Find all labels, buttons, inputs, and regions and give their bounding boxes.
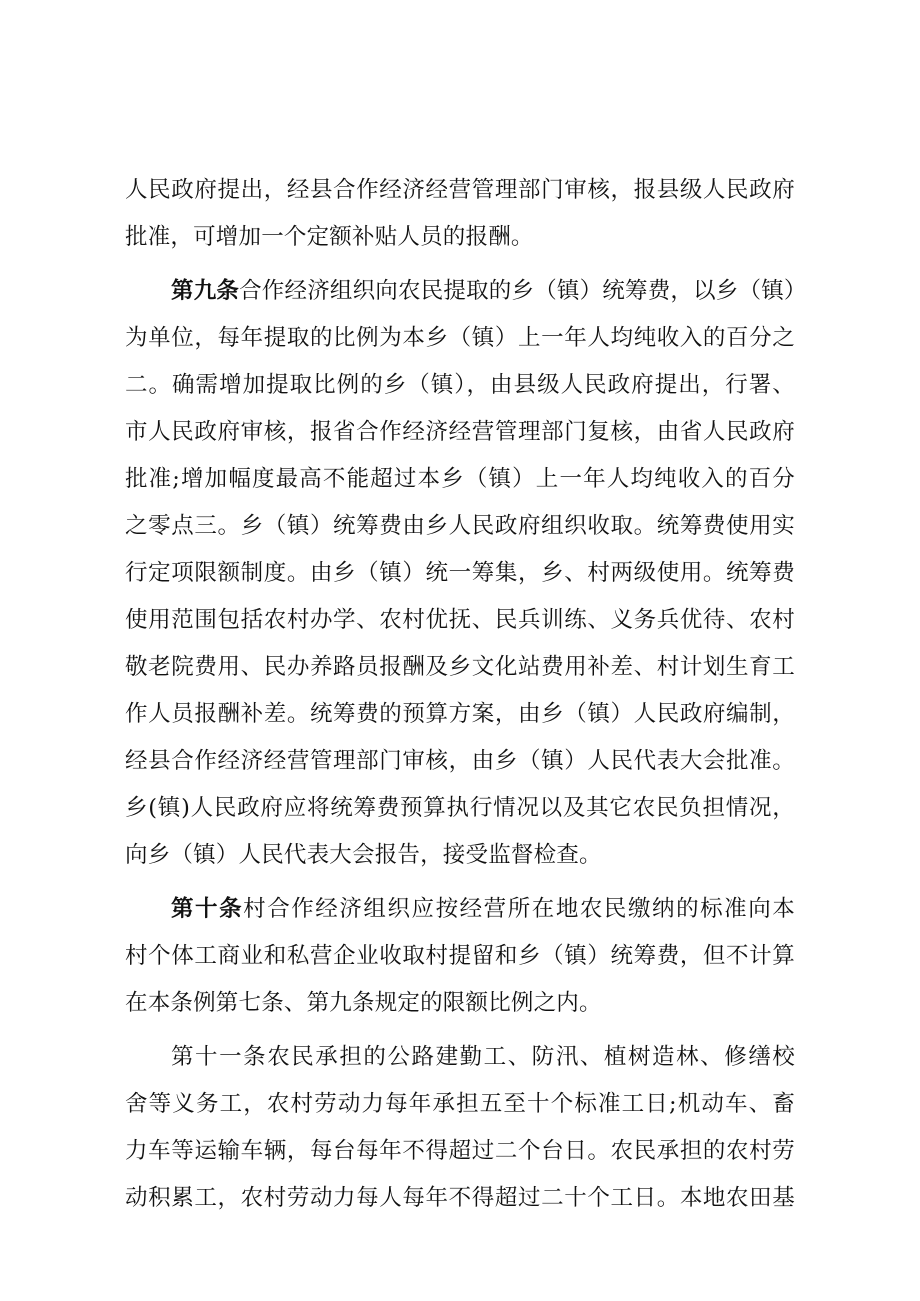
article-11-paragraph [125, 1034, 795, 1222]
paragraph-continuation [125, 167, 795, 261]
text-line: 村个体工商业和私营企业收取村提留和乡（镇）统筹费，但不计算 [125, 943, 795, 969]
text-line [125, 886, 795, 933]
text-line: 在本条例第七条、第九条规定的限额比例之内。 [125, 990, 602, 1016]
text-line: 乡(镇)人民政府应将统筹费预算执行情况以及其它农民负担情况， [125, 795, 795, 821]
text-span: 合作经济组织向农民提取的乡（镇）统筹费，以乡（镇） [239, 278, 807, 304]
text-line: 经县合作经济经营管理部门审核，由乡（镇）人民代表大会批准。 [125, 748, 795, 774]
article-heading: 第九条 [171, 278, 240, 304]
article-9-paragraph [125, 268, 807, 879]
text-line: 二。确需增加提取比例的乡（镇），由县级人民政府提出，行署、 [125, 372, 795, 398]
text-line: 之零点三。乡（镇）统筹费由乡人民政府组织收取。统筹费使用实 [125, 513, 795, 539]
text-line: 使用范围包括农村办学、农村优抚、民兵训练、义务兵优待、农村 [125, 607, 795, 633]
text-line: 向乡（镇）人民代表大会报告，接受监督检查。 [125, 842, 602, 868]
article-heading: 第十条 [171, 896, 244, 922]
text-line: 力车等运输车辆，每台每年不得超过二个台日。农民承担的农村劳 [125, 1138, 795, 1164]
text-line: 舍等义务工，农村劳动力每年承担五至十个标准工日;机动车、畜 [125, 1091, 795, 1117]
text-line: 第十一条农民承担的公路建勤工、防汛、植树造林、修缮校 [171, 1044, 795, 1070]
text-line: 批准;增加幅度最高不能超过本乡（镇）上一年人均纯收入的百分 [125, 466, 795, 492]
text-line: 敬老院费用、民办养路员报酬及乡文化站费用补差、村计划生育工 [125, 654, 795, 680]
text-line [125, 268, 807, 315]
text-line: 行定项限额制度。由乡（镇）统一筹集，乡、村两级使用。统筹费 [125, 560, 795, 586]
text-line: 动积累工，农村劳动力每人每年不得超过二十个工日。本地农田基 [125, 1185, 795, 1211]
document-body [125, 167, 807, 1222]
text-line: 批准，可增加一个定额补贴人员的报酬。 [125, 224, 534, 250]
text-line: 市人民政府审核，报省合作经济经营管理部门复核，由省人民政府 [125, 419, 795, 445]
text-line: 为单位，每年提取的比例为本乡（镇）上一年人均纯收入的百分之 [125, 325, 795, 351]
article-10-paragraph [125, 886, 795, 1027]
text-line: 人民政府提出，经县合作经济经营管理部门审核，报县级人民政府 [125, 177, 795, 203]
text-span: 村合作经济组织应按经营所在地农民缴纳的标准向本 [243, 896, 795, 922]
text-line: 作人员报酬补差。统筹费的预算方案，由乡（镇）人民政府编制， [125, 701, 795, 727]
